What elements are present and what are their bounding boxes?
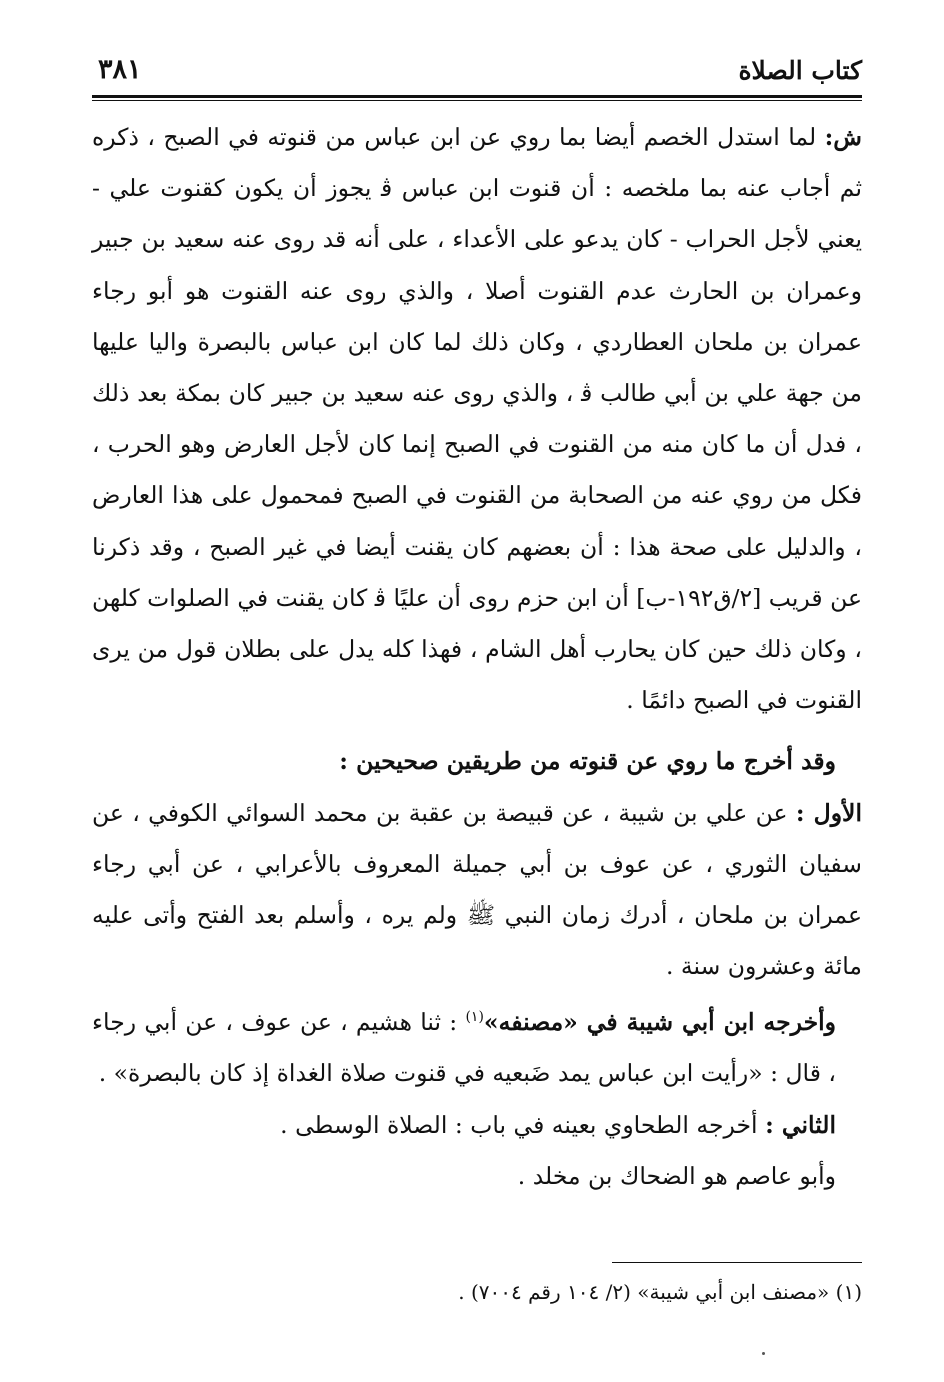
footnote-marker: (١) <box>465 1009 484 1026</box>
scan-speck <box>762 1352 765 1355</box>
header-rule-thin <box>92 100 862 101</box>
paragraph-lead: الأول : <box>795 798 862 827</box>
section-heading: وقد أخرج ما روي عن قنوته من طريقين صحيحين : <box>339 747 836 776</box>
paragraph-abu-asim <box>92 1151 862 1202</box>
paragraph-text: : ثنا هشيم ، عن عوف ، عن أبي رجاء ، قال : «رأيت ابن عباس يمد ضَبعيه في قنوت صلاة الغداة إذ كان بالبصرة» . <box>92 1008 836 1088</box>
paragraph-text: أخرجه الطحاوي بعينه في باب : الصلاة الوسطى . <box>280 1110 766 1139</box>
book-title: كتاب الصلاة <box>738 56 862 85</box>
paragraph-commentary <box>92 112 862 726</box>
paragraph-second-route <box>92 1100 862 1151</box>
paragraph-lead: الثاني : <box>765 1110 836 1139</box>
page-number: ٣٨١ <box>98 54 142 85</box>
paragraph-lead: وأخرجه ابن أبي شيبة في «مصنفه» <box>483 1008 836 1037</box>
header-rule <box>92 95 862 98</box>
page-header <box>92 50 862 96</box>
paragraph-ibn-abi-shaybah <box>92 992 862 1099</box>
paragraph-lead: ش: <box>824 123 862 151</box>
paragraph-first-route <box>92 788 862 993</box>
footnote-rule <box>612 1262 862 1263</box>
paragraph-text: وأبو عاصم هو الضحاك بن مخلد . <box>517 1161 836 1190</box>
paragraph-text: لما استدل الخصم أيضا بما روي عن ابن عباس من قنوته في الصبح ، ذكره ثم أجاب عنه بما ملخصه : أن قنوت ابن عباس ﭬ يجوز أن يكون كقنوت علي - يعني لأجل الحراب - كان يدعو على الأعداء ، على أنه قد روى عنه سعيد بن جبير وعمران بن الحارث عدم القنوت أصلا ، والذي روى عنه القنوت هو أبو رجاء عمران بن ملحان العطاردي ، وكان ذلك لما كان ابن عباس بالبصرة واليا عليها من جهة علي بن أبي طالب ﭬ ، والذي روى عنه سعيد بن جبير كان بمكة بعد ذلك ، فدل أن ما كان منه من القنوت في الصبح إنما كان لأجل العارض وهو الحرب ، فكل من روي عنه من الصحابة من القنوت في الصبح فمحمول على هذا العارض ، والدليل على صحة هذا : أن بعضهم كان يقنت أيضا في غير الصبح ، وقد ذكرنا عن قريب [٢/ق١٩٢-ب] أن ابن حزم روى أن عليًا ﭬ كان يقنت في الصلوات كلهن ، وكان ذلك حين كان يحارب أهل الشام ، فهذا كله يدل على بطلان قول من يرى القنوت في الصبح دائمًا . <box>92 123 862 715</box>
paragraph-text: عن علي بن شيبة ، عن قبيصة بن عقبة بن محمد السوائي الكوفي ، عن سفيان الثوري ، عن عوف بن أبي جميلة المعروف بالأعرابي ، عن أبي رجاء عمران بن ملحان ، أدرك زمان النبي ﷺ ولم يره ، وأسلم بعد الفتح وأتى عليه مائة وعشرون سنة . <box>92 798 862 981</box>
footnote: (١) «مصنف ابن أبي شيبة» (٢/ ١٠٤ رقم ٧٠٠٤) . <box>458 1280 862 1304</box>
main-text <box>92 112 862 1202</box>
